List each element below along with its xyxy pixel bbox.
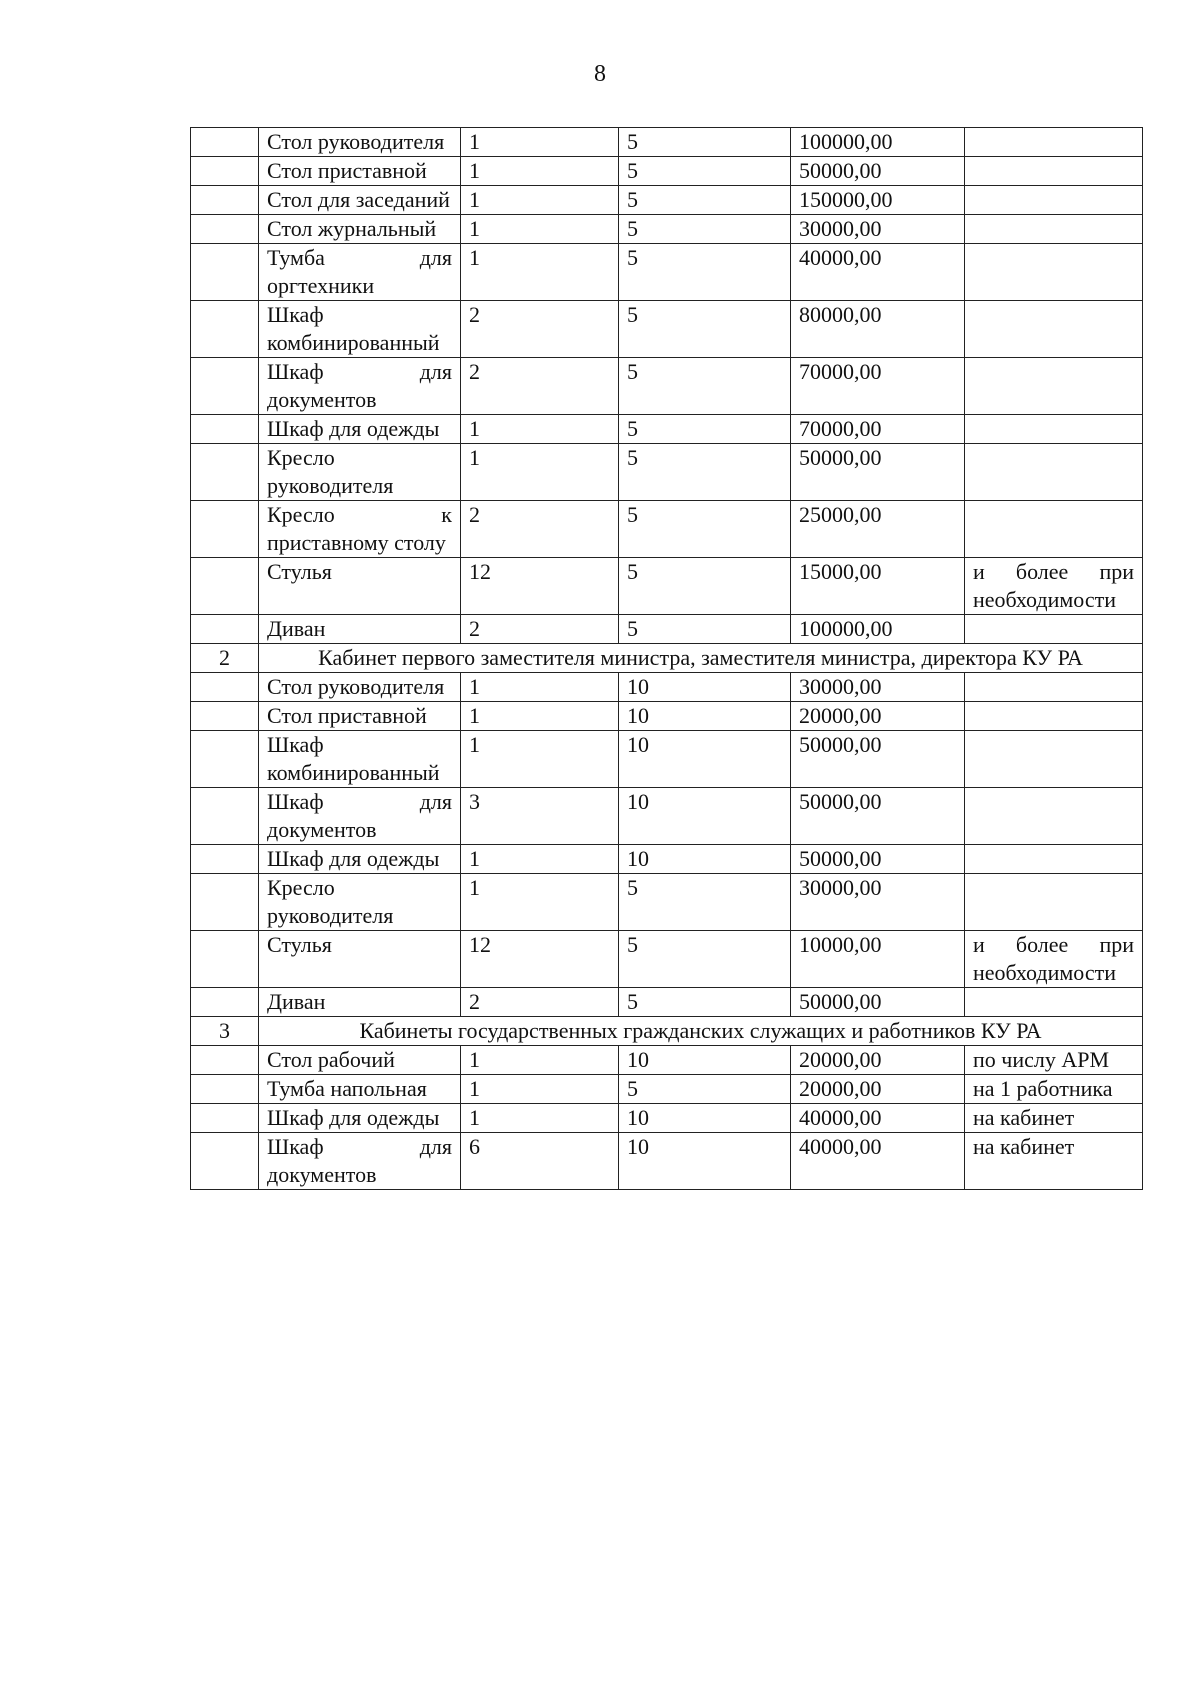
- row-number-cell: [191, 128, 259, 157]
- quantity-cell: 1: [461, 874, 619, 931]
- item-name-cell: Стол рабочий: [259, 1046, 461, 1075]
- price-cell: 30000,00: [791, 673, 965, 702]
- service-years-cell: 10: [619, 673, 791, 702]
- table-row: [191, 788, 1143, 845]
- price-cell: 10000,00: [791, 931, 965, 988]
- price-cell: 150000,00: [791, 186, 965, 215]
- table-row: [191, 988, 1143, 1017]
- service-years-cell: 5: [619, 558, 791, 615]
- row-number-cell: [191, 358, 259, 415]
- price-cell: 50000,00: [791, 788, 965, 845]
- item-name-cell: Шкаф для документов: [259, 788, 461, 845]
- table-row: [191, 931, 1143, 988]
- row-number-cell: [191, 673, 259, 702]
- service-years-cell: 10: [619, 702, 791, 731]
- row-number-cell: [191, 1046, 259, 1075]
- table-row: [191, 444, 1143, 501]
- table-row: [191, 874, 1143, 931]
- service-years-cell: 5: [619, 215, 791, 244]
- row-number-cell: [191, 1075, 259, 1104]
- price-cell: 20000,00: [791, 1046, 965, 1075]
- quantity-cell: 1: [461, 845, 619, 874]
- price-cell: 25000,00: [791, 501, 965, 558]
- item-name-cell: Шкаф для документов: [259, 1133, 461, 1190]
- quantity-cell: 2: [461, 501, 619, 558]
- table-body: [191, 128, 1143, 1190]
- price-cell: 50000,00: [791, 845, 965, 874]
- note-cell: [965, 244, 1143, 301]
- service-years-cell: 10: [619, 788, 791, 845]
- quantity-cell: 1: [461, 215, 619, 244]
- row-number-cell: [191, 215, 259, 244]
- row-number-cell: [191, 931, 259, 988]
- furniture-norms-table: [190, 127, 1143, 1190]
- table-row: [191, 845, 1143, 874]
- quantity-cell: 1: [461, 731, 619, 788]
- price-cell: 50000,00: [791, 157, 965, 186]
- price-cell: 100000,00: [791, 615, 965, 644]
- note-cell: [965, 702, 1143, 731]
- quantity-cell: 12: [461, 558, 619, 615]
- row-number-cell: [191, 186, 259, 215]
- item-name-cell: Шкаф для одежды: [259, 1104, 461, 1133]
- price-cell: 50000,00: [791, 988, 965, 1017]
- price-cell: 50000,00: [791, 731, 965, 788]
- table-row: [191, 1046, 1143, 1075]
- row-number-cell: [191, 1133, 259, 1190]
- table-row: [191, 415, 1143, 444]
- item-name-cell: Кресло руководителя: [259, 874, 461, 931]
- quantity-cell: 12: [461, 931, 619, 988]
- quantity-cell: 2: [461, 358, 619, 415]
- quantity-cell: 3: [461, 788, 619, 845]
- table-row: [191, 1133, 1143, 1190]
- note-cell: [965, 673, 1143, 702]
- item-name-cell: Диван: [259, 988, 461, 1017]
- price-cell: 15000,00: [791, 558, 965, 615]
- service-years-cell: 5: [619, 1075, 791, 1104]
- quantity-cell: 2: [461, 615, 619, 644]
- service-years-cell: 5: [619, 874, 791, 931]
- item-name-cell: Стол приставной: [259, 702, 461, 731]
- item-name-cell: Кресло к приставному столу: [259, 501, 461, 558]
- item-name-cell: Стол для заседаний: [259, 186, 461, 215]
- table-row: [191, 501, 1143, 558]
- table-row: [191, 244, 1143, 301]
- quantity-cell: 1: [461, 415, 619, 444]
- table-row: [191, 731, 1143, 788]
- service-years-cell: 10: [619, 1104, 791, 1133]
- quantity-cell: 1: [461, 1046, 619, 1075]
- quantity-cell: 1: [461, 1075, 619, 1104]
- row-number-cell: [191, 615, 259, 644]
- row-number-cell: [191, 731, 259, 788]
- price-cell: 20000,00: [791, 1075, 965, 1104]
- price-cell: 30000,00: [791, 874, 965, 931]
- quantity-cell: 1: [461, 702, 619, 731]
- row-number-cell: [191, 444, 259, 501]
- item-name-cell: Шкаф для документов: [259, 358, 461, 415]
- section-title: Кабинет первого заместителя министра, заместителя министра, директора КУ РА: [259, 644, 1143, 673]
- note-cell: [965, 444, 1143, 501]
- table-row: [191, 1104, 1143, 1133]
- note-cell: на кабинет: [965, 1133, 1143, 1190]
- price-cell: 20000,00: [791, 702, 965, 731]
- price-cell: 80000,00: [791, 301, 965, 358]
- quantity-cell: 1: [461, 157, 619, 186]
- item-name-cell: Диван: [259, 615, 461, 644]
- note-cell: по числу АРМ: [965, 1046, 1143, 1075]
- note-cell: [965, 501, 1143, 558]
- item-name-cell: Кресло руководителя: [259, 444, 461, 501]
- price-cell: 70000,00: [791, 358, 965, 415]
- quantity-cell: 1: [461, 244, 619, 301]
- service-years-cell: 10: [619, 1046, 791, 1075]
- table-row: [191, 558, 1143, 615]
- service-years-cell: 5: [619, 244, 791, 301]
- service-years-cell: 10: [619, 731, 791, 788]
- table-row: [191, 157, 1143, 186]
- service-years-cell: 5: [619, 931, 791, 988]
- quantity-cell: 2: [461, 301, 619, 358]
- quantity-cell: 1: [461, 444, 619, 501]
- row-number-cell: [191, 501, 259, 558]
- item-name-cell: Стол руководителя: [259, 128, 461, 157]
- item-name-cell: Стол приставной: [259, 157, 461, 186]
- note-cell: [965, 358, 1143, 415]
- service-years-cell: 5: [619, 615, 791, 644]
- item-name-cell: Стулья: [259, 558, 461, 615]
- note-cell: на кабинет: [965, 1104, 1143, 1133]
- section-number: 3: [191, 1017, 259, 1046]
- service-years-cell: 5: [619, 186, 791, 215]
- service-years-cell: 10: [619, 845, 791, 874]
- row-number-cell: [191, 1104, 259, 1133]
- note-cell: на 1 работника: [965, 1075, 1143, 1104]
- note-cell: [965, 788, 1143, 845]
- service-years-cell: 5: [619, 988, 791, 1017]
- row-number-cell: [191, 415, 259, 444]
- row-number-cell: [191, 244, 259, 301]
- note-cell: [965, 874, 1143, 931]
- quantity-cell: 2: [461, 988, 619, 1017]
- item-name-cell: Стол журнальный: [259, 215, 461, 244]
- price-cell: 50000,00: [791, 444, 965, 501]
- note-cell: [965, 186, 1143, 215]
- section-title: Кабинеты государственных гражданских служащих и работников КУ РА: [259, 1017, 1143, 1046]
- service-years-cell: 10: [619, 1133, 791, 1190]
- service-years-cell: 5: [619, 157, 791, 186]
- quantity-cell: 6: [461, 1133, 619, 1190]
- row-number-cell: [191, 788, 259, 845]
- item-name-cell: Шкаф для одежды: [259, 845, 461, 874]
- note-cell: и более при необходимости: [965, 558, 1143, 615]
- note-cell: [965, 845, 1143, 874]
- price-cell: 40000,00: [791, 244, 965, 301]
- row-number-cell: [191, 558, 259, 615]
- quantity-cell: 1: [461, 128, 619, 157]
- table-row: [191, 615, 1143, 644]
- quantity-cell: 1: [461, 186, 619, 215]
- price-cell: 40000,00: [791, 1133, 965, 1190]
- note-cell: [965, 215, 1143, 244]
- note-cell: [965, 301, 1143, 358]
- note-cell: и более при необходимости: [965, 931, 1143, 988]
- table-row: [191, 186, 1143, 215]
- note-cell: [965, 415, 1143, 444]
- item-name-cell: Шкаф комбинированный: [259, 301, 461, 358]
- service-years-cell: 5: [619, 128, 791, 157]
- row-number-cell: [191, 845, 259, 874]
- item-name-cell: Стол руководителя: [259, 673, 461, 702]
- table-row: [191, 702, 1143, 731]
- item-name-cell: Шкаф для одежды: [259, 415, 461, 444]
- service-years-cell: 5: [619, 415, 791, 444]
- price-cell: 100000,00: [791, 128, 965, 157]
- table-row: [191, 128, 1143, 157]
- note-cell: [965, 731, 1143, 788]
- page-number: 8: [594, 61, 606, 87]
- row-number-cell: [191, 157, 259, 186]
- row-number-cell: [191, 702, 259, 731]
- table-row: [191, 215, 1143, 244]
- note-cell: [965, 157, 1143, 186]
- table-row: [191, 301, 1143, 358]
- item-name-cell: Стулья: [259, 931, 461, 988]
- service-years-cell: 5: [619, 501, 791, 558]
- table-row: [191, 358, 1143, 415]
- table-row: [191, 673, 1143, 702]
- price-cell: 30000,00: [791, 215, 965, 244]
- service-years-cell: 5: [619, 444, 791, 501]
- row-number-cell: [191, 874, 259, 931]
- price-cell: 70000,00: [791, 415, 965, 444]
- section-number: 2: [191, 644, 259, 673]
- service-years-cell: 5: [619, 358, 791, 415]
- note-cell: [965, 128, 1143, 157]
- quantity-cell: 1: [461, 1104, 619, 1133]
- table-row: [191, 1075, 1143, 1104]
- quantity-cell: 1: [461, 673, 619, 702]
- note-cell: [965, 615, 1143, 644]
- item-name-cell: Шкаф комбинированный: [259, 731, 461, 788]
- row-number-cell: [191, 988, 259, 1017]
- row-number-cell: [191, 301, 259, 358]
- item-name-cell: Тумба напольная: [259, 1075, 461, 1104]
- item-name-cell: Тумба для оргтехники: [259, 244, 461, 301]
- service-years-cell: 5: [619, 301, 791, 358]
- section-row: [191, 1017, 1143, 1046]
- note-cell: [965, 988, 1143, 1017]
- section-row: [191, 644, 1143, 673]
- price-cell: 40000,00: [791, 1104, 965, 1133]
